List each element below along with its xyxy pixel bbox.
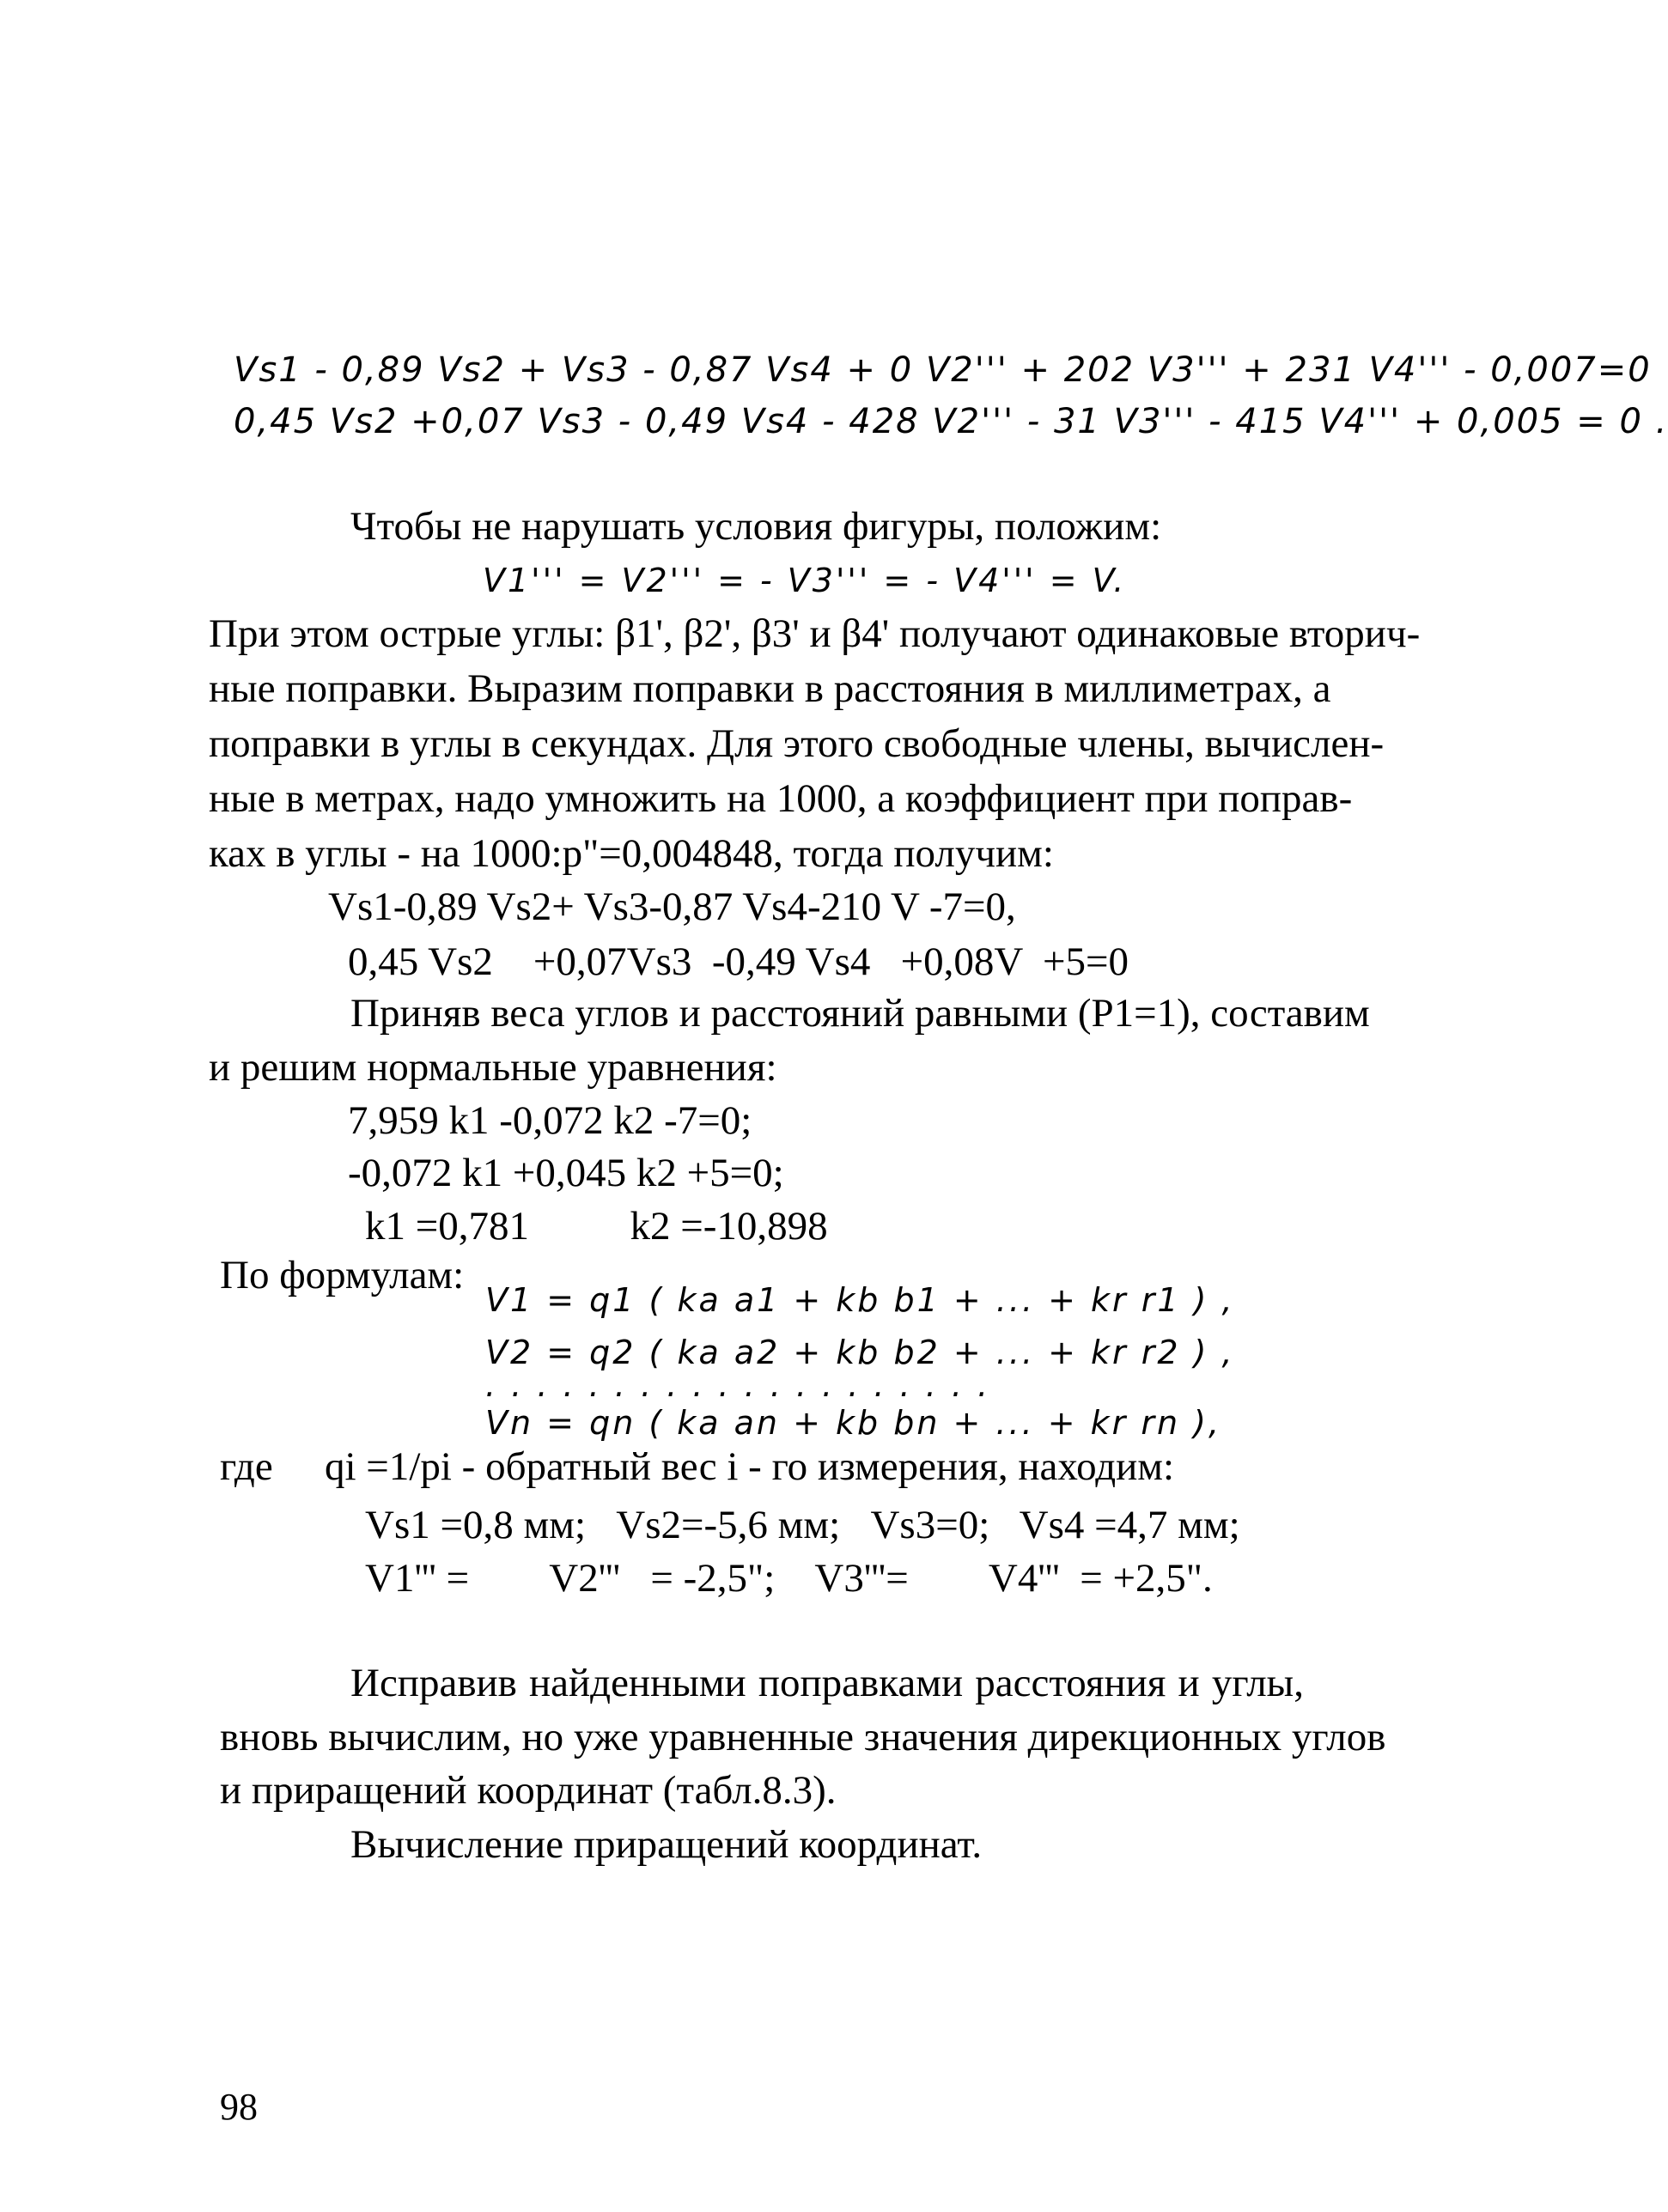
equation-top-2: 0,45 Vs2 +0,07 Vs3 - 0,49 Vs4 - 428 V2''' - 31 V3''' - 415 V4''' + 0,005 = 0 .	[234, 402, 1668, 441]
page-number: 98	[220, 2086, 258, 2128]
formulas-label: По формулам:	[220, 1253, 465, 1297]
paragraph1-line1: При этом острые углы: β1', β2', β3' и β4' получают одинаковые вторич-	[209, 611, 1421, 656]
paragraph2-line1: Приняв веса углов и расстояний равными (Р1=1), составим	[350, 991, 1370, 1036]
results-line-2: V1''' = V2''' = -2,5"; V3'''= V4''' = +2,5".	[365, 1556, 1213, 1601]
formula-dots: . . . . . . . . . . . . . . . . . . . .	[485, 1366, 991, 1404]
intro-text: Чтобы не нарушать условия фигуры, положим:	[350, 504, 1162, 549]
paragraph1-line5: ках в углы - на 1000:р"=0,004848, тогда получим:	[209, 831, 1054, 876]
paragraph3-line3: и приращений координат (табл.8.3).	[220, 1768, 837, 1813]
reduced-equation-1: Vs1-0,89 Vs2+ Vs3-0,87 Vs4-210 V -7=0,	[328, 884, 1016, 929]
where-text: qi =1/pi - обратный вес i - го измерения, находим:	[325, 1444, 1175, 1489]
paragraph1-line4: ные в метрах, надо умножить на 1000, а коэффициент при поправ-	[209, 776, 1353, 821]
formula-n: Vn = qn ( ka an + kb bn + ... + kr rn ),	[485, 1404, 1222, 1442]
equation-top-1: Vs1 - 0,89 Vs2 + Vs3 - 0,87 Vs4 + 0 V2''' + 202 V3''' + 231 V4''' - 0,007=0	[234, 350, 1652, 390]
normal-equation-solution: k1 =0,781 k2 =-10,898	[365, 1204, 828, 1249]
reduced-equation-2: 0,45 Vs2 +0,07Vs3 -0,49 Vs4 +0,08V +5=0	[348, 939, 1129, 984]
paragraph3-line2: вновь вычислим, но уже уравненные значения дирекционных углов	[220, 1715, 1386, 1759]
formula-2: V2 = q2 ( ka a2 + kb b2 + ... + kr r2 ) ,	[485, 1334, 1235, 1371]
condition-equation: V1''' = V2''' = - V3''' = - V4''' = V.	[483, 562, 1127, 599]
normal-equation-2: -0,072 k1 +0,045 k2 +5=0;	[348, 1151, 784, 1195]
formula-1: V1 = q1 ( ka a1 + kb b1 + ... + kr r1 ) ,	[485, 1281, 1235, 1319]
paragraph3-line1: Исправив найденными поправками расстояния и углы,	[350, 1661, 1304, 1705]
results-line-1: Vs1 =0,8 мм; Vs2=-5,6 мм; Vs3=0; Vs4 =4,7 мм;	[365, 1503, 1240, 1547]
normal-equation-1: 7,959 k1 -0,072 k2 -7=0;	[348, 1098, 752, 1143]
table-caption: Вычисление приращений координат.	[350, 1822, 983, 1867]
paragraph2-line2: и решим нормальные уравнения:	[209, 1045, 777, 1090]
paragraph1-line3: поправки в углы в секундах. Для этого свободные члены, вычислен-	[209, 721, 1385, 766]
where-label: где	[220, 1444, 273, 1489]
paragraph1-line2: ные поправки. Выразим поправки в расстояния в миллиметрах, а	[209, 666, 1331, 711]
